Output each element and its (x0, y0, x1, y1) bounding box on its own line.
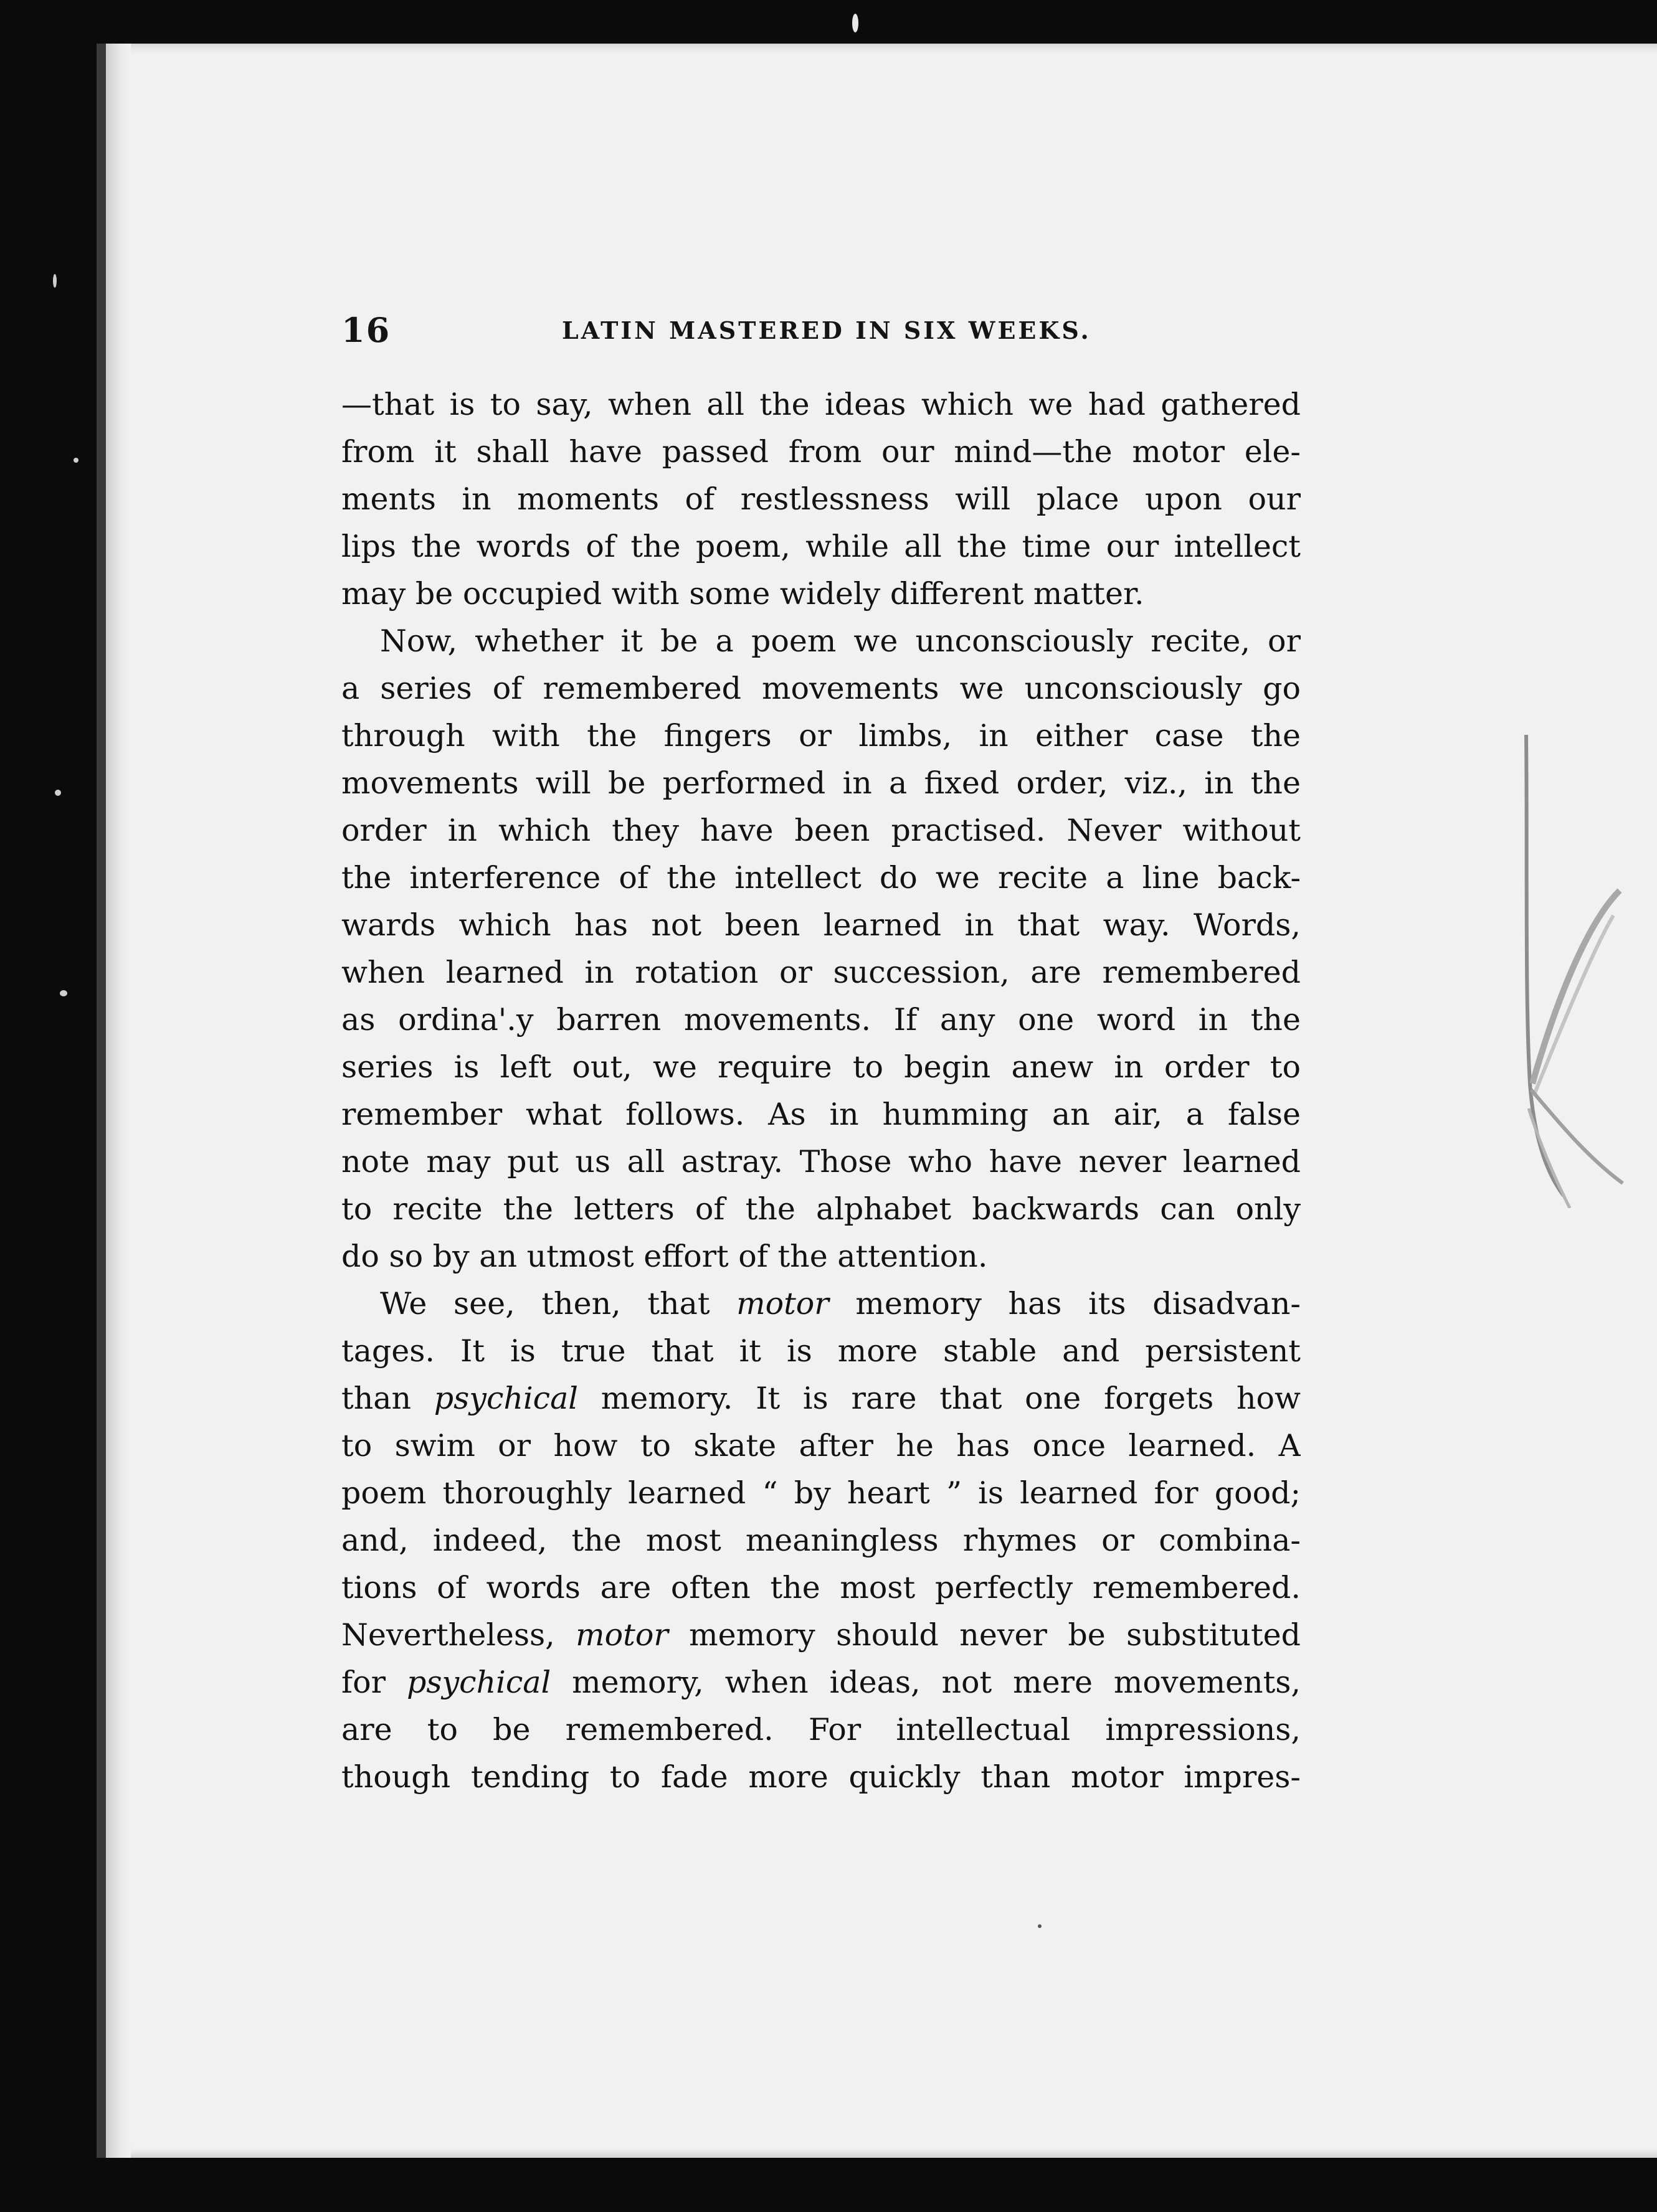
body-text (341, 381, 1301, 1801)
text-line: note may put us all astray. Those who have never learned (341, 1144, 1301, 1179)
text-run: memory has its disadvan- (828, 1286, 1301, 1321)
scan-speck (852, 14, 858, 32)
text-line: remember what follows. As in humming an air, a false (341, 1097, 1301, 1132)
thread-artifact (1520, 735, 1626, 1208)
italic-run: motor (736, 1286, 829, 1321)
text-line: to recite the letters of the alphabet backwards can only (341, 1191, 1301, 1227)
text-run: memory, when ideas, not mere movements, (551, 1665, 1301, 1700)
text-line: may be occupied with some widely different matter. (341, 576, 1144, 612)
scan-speck (1038, 1924, 1042, 1928)
scan-speck (74, 458, 78, 463)
text-line: as ordina'.y barren movements. If any one word in the (341, 1002, 1301, 1037)
text-line: lips the words of the poem, while all the time our intellect (341, 529, 1301, 564)
text-line: Now, whether it be a poem we unconsciously recite, or (380, 623, 1301, 659)
text-line: and, indeed, the most meaningless rhymes or combina- (341, 1523, 1301, 1558)
text-line: to swim or how to skate after he has once learned. A (341, 1428, 1301, 1463)
italic-run: motor (576, 1617, 668, 1653)
text-line: from it shall have passed from our mind—the motor ele- (341, 434, 1301, 470)
text-line: the interference of the intellect do we recite a line back- (341, 860, 1301, 896)
scan-speck (60, 990, 67, 996)
text-run: We see, then, that (380, 1286, 737, 1321)
text-line: when learned in rotation or succession, are remembered (341, 955, 1301, 990)
text-line: do so by an utmost effort of the attention. (341, 1239, 988, 1274)
text-line: series is left out, we require to begin anew in order to (341, 1049, 1301, 1085)
text-line (341, 1612, 1301, 1659)
text-line: ments in moments of restlessness will place upon our (341, 481, 1301, 517)
text-run: memory should never be substituted (668, 1617, 1301, 1653)
text-line: order in which they have been practised. Never without (341, 813, 1301, 848)
text-line: through with the fingers or limbs, in either case the (341, 718, 1301, 754)
running-head (341, 310, 1301, 354)
italic-run: psychical (406, 1665, 551, 1700)
text-line: wards which has not been learned in that way. Words, (341, 907, 1301, 943)
running-title: LATIN MASTERED IN SIX WEEKS. (562, 316, 1091, 344)
text-line: are to be remembered. For intellectual impressions, (341, 1712, 1301, 1747)
text-line: —that is to say, when all the ideas which we had gathered (341, 387, 1301, 422)
text-line: movements will be performed in a fixed order, viz., in the (341, 765, 1301, 801)
text-run: than (341, 1381, 434, 1416)
text-line: a series of remembered movements we unconsciously go (341, 671, 1301, 706)
italic-run: psychical (434, 1381, 578, 1416)
scan-border-bottom (0, 2158, 1657, 2212)
text-line: though tending to fade more quickly than motor impres- (341, 1759, 1301, 1795)
text-line (341, 1375, 1301, 1422)
text-line (341, 1280, 1301, 1328)
text-line (341, 1659, 1301, 1706)
scan-speck (55, 790, 61, 796)
text-line: tions of words are often the most perfectly remembered. (341, 1570, 1301, 1605)
scan-speck (53, 274, 57, 288)
page-gutter-shadow (106, 44, 131, 2158)
text-run: for (341, 1665, 407, 1700)
text-run: memory. It is rare that one forgets how (577, 1381, 1301, 1416)
page-number: 16 (341, 310, 391, 350)
text-line: tages. It is true that it is more stable and persistent (341, 1333, 1301, 1369)
text-run: Nevertheless, (341, 1617, 576, 1653)
text-line: poem thoroughly learned “ by heart ” is learned for good; (341, 1475, 1301, 1511)
